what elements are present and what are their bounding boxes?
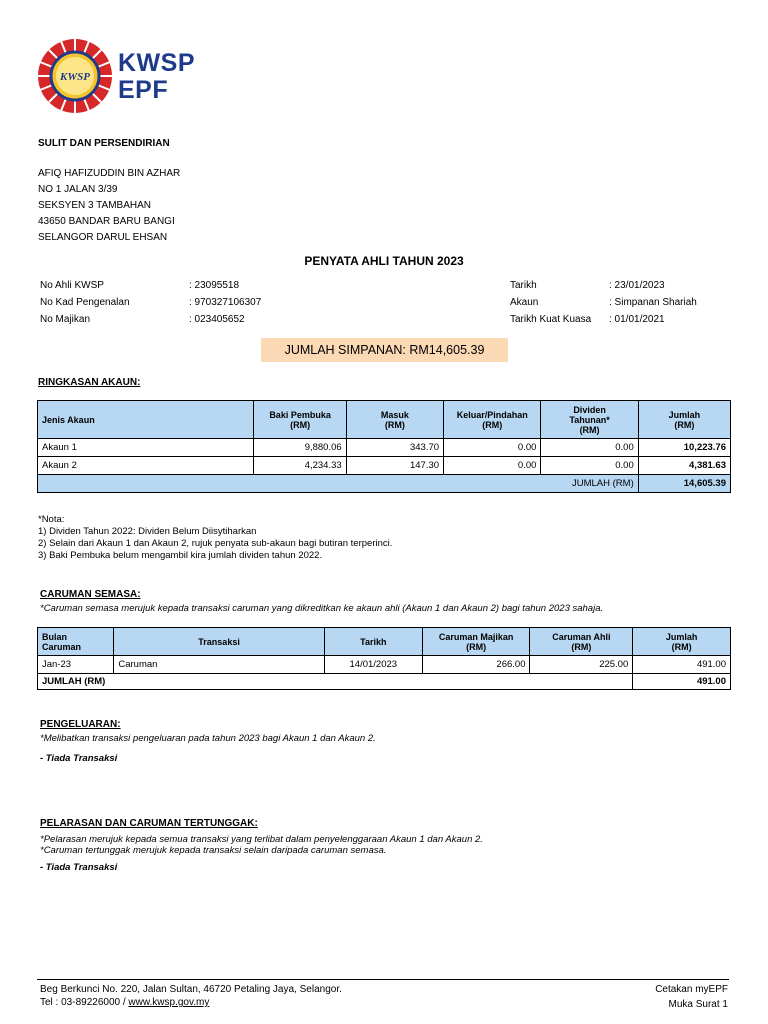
- footer-address: Beg Berkunci No. 220, Jalan Sultan, 46720 Petaling Jaya, Selangor.: [40, 984, 342, 995]
- table-row: [38, 439, 731, 457]
- confidential-label: SULIT DAN PERSENDIRIAN: [38, 138, 170, 149]
- info-value: : 01/01/2021: [609, 314, 665, 325]
- summary-title: RINGKASAN AKAUN:: [38, 377, 141, 388]
- cell: 10,223.76: [638, 439, 730, 457]
- contributions-note: *Caruman semasa merujuk kepada transaksi caruman yang dikreditkan ke akaun ahli (Akaun 1 dan Akaun 2) bagi tahun 2023 sahaja.: [40, 603, 604, 614]
- col-header: Jenis Akaun: [38, 401, 254, 439]
- col-header: Jumlah (RM): [633, 628, 731, 656]
- cell: 147.30: [346, 457, 443, 475]
- info-value: : 23/01/2023: [609, 280, 665, 291]
- info-label: No Majikan: [40, 314, 91, 325]
- footer-divider: [37, 979, 729, 980]
- note-line: 3) Baki Pembuka belum mengambil kira jumlah dividen tahun 2022.: [38, 550, 323, 561]
- cell: 343.70: [346, 439, 443, 457]
- col-header: Caruman Ahli (RM): [530, 628, 633, 656]
- total-label: JUMLAH (RM): [38, 475, 639, 493]
- table-header-row: [38, 401, 731, 439]
- col-header: Tarikh: [324, 628, 422, 656]
- logo-kwsp: KWSP: [118, 49, 195, 77]
- total-value: 491.00: [633, 674, 731, 690]
- member-address: [38, 166, 180, 246]
- logo-wordmark: [118, 50, 195, 104]
- adjustments-title: PELARASAN DAN CARUMAN TERTUNGGAK:: [40, 818, 258, 829]
- total-label: JUMLAH (RM): [38, 674, 633, 690]
- statement-title: PENYATA AHLI TAHUN 2023: [304, 254, 464, 268]
- col-header: Masuk (RM): [346, 401, 443, 439]
- col-header: Dividen Tahunan* (RM): [541, 401, 638, 439]
- cell: Akaun 1: [38, 439, 254, 457]
- notes: [38, 514, 392, 562]
- info-label: Akaun: [510, 297, 539, 308]
- col-header: Caruman Majikan (RM): [422, 628, 530, 656]
- address-line: 43650 BANDAR BARU BANGI: [38, 216, 175, 227]
- table-row: [38, 656, 731, 674]
- adjustments-none: - Tiada Transaksi: [40, 862, 118, 873]
- emblem-text: KWSP: [60, 71, 90, 83]
- footer-contact: [40, 997, 209, 1008]
- cell: 14/01/2023: [324, 656, 422, 674]
- adjustments-note-1: *Pelarasan merujuk kepada semua transaksi yang terlibat dalam penyelenggaraan Akaun 1 dan Akaun 2.: [40, 834, 483, 845]
- adjustments-note-2: *Caruman tertunggak merujuk kepada transaksi selain daripada caruman semasa.: [40, 845, 387, 856]
- table-total-row: [38, 674, 731, 690]
- footer-tel: Tel : 03-89226000 /: [40, 997, 129, 1008]
- footer-page-number: Muka Surat 1: [668, 999, 728, 1010]
- info-label: No Ahli KWSP: [40, 280, 104, 291]
- cell: 9,880.06: [254, 439, 346, 457]
- note-line: 1) Dividen Tahun 2022: Dividen Belum Diisytiharkan: [38, 526, 257, 537]
- cell: 0.00: [444, 439, 541, 457]
- table-row: [38, 457, 731, 475]
- info-label: No Kad Pengenalan: [40, 297, 130, 308]
- col-header: Bulan Caruman: [38, 628, 114, 656]
- contributions-table: [37, 627, 731, 690]
- cell: 4,234.33: [254, 457, 346, 475]
- address-line: SELANGOR DARUL EHSAN: [38, 232, 168, 243]
- note-line: *Nota:: [38, 514, 65, 525]
- total-savings-box: JUMLAH SIMPANAN: RM14,605.39: [261, 338, 508, 362]
- address-line: SEKSYEN 3 TAMBAHAN: [38, 200, 151, 211]
- footer-print-source: Cetakan myEPF: [655, 984, 728, 995]
- cell: Jan-23: [38, 656, 114, 674]
- contributions-title: CARUMAN SEMASA:: [40, 589, 141, 600]
- cell: Caruman: [114, 656, 324, 674]
- address-name: AFIQ HAFIZUDDIN BIN AZHAR: [38, 168, 181, 179]
- info-label: Tarikh: [510, 280, 537, 291]
- withdrawals-none: - Tiada Transaksi: [40, 753, 118, 764]
- cell: 491.00: [633, 656, 731, 674]
- footer-website-link[interactable]: www.kwsp.gov.my: [128, 997, 210, 1008]
- cell: 266.00: [422, 656, 530, 674]
- cell: 0.00: [541, 457, 638, 475]
- cell: 225.00: [530, 656, 633, 674]
- col-header: Baki Pembuka (RM): [254, 401, 346, 439]
- total-value: 14,605.39: [638, 475, 730, 493]
- info-value: : 23095518: [189, 280, 240, 291]
- cell: 0.00: [541, 439, 638, 457]
- kwsp-emblem-icon: [37, 38, 117, 118]
- col-header: Transaksi: [114, 628, 324, 656]
- info-label: Tarikh Kuat Kuasa: [510, 314, 592, 325]
- note-line: 2) Selain dari Akaun 1 dan Akaun 2, rujuk penyata sub-akaun bagi butiran terperinci.: [38, 538, 393, 549]
- address-line: NO 1 JALAN 3/39: [38, 184, 118, 195]
- info-value: : 970327106307: [189, 297, 262, 308]
- cell: Akaun 2: [38, 457, 254, 475]
- info-value: : 023405652: [189, 314, 245, 325]
- table-total-row: [38, 475, 731, 493]
- col-header: Jumlah (RM): [638, 401, 730, 439]
- cell: 4,381.63: [638, 457, 730, 475]
- summary-table: [37, 400, 731, 493]
- col-header: Keluar/Pindahan (RM): [444, 401, 541, 439]
- cell: 0.00: [444, 457, 541, 475]
- table-header-row: [38, 628, 731, 656]
- withdrawals-title: PENGELUARAN:: [40, 719, 121, 730]
- info-value: : Simpanan Shariah: [609, 297, 697, 308]
- withdrawals-note: *Melibatkan transaksi pengeluaran pada tahun 2023 bagi Akaun 1 dan Akaun 2.: [40, 733, 376, 744]
- logo-epf: EPF: [118, 76, 169, 104]
